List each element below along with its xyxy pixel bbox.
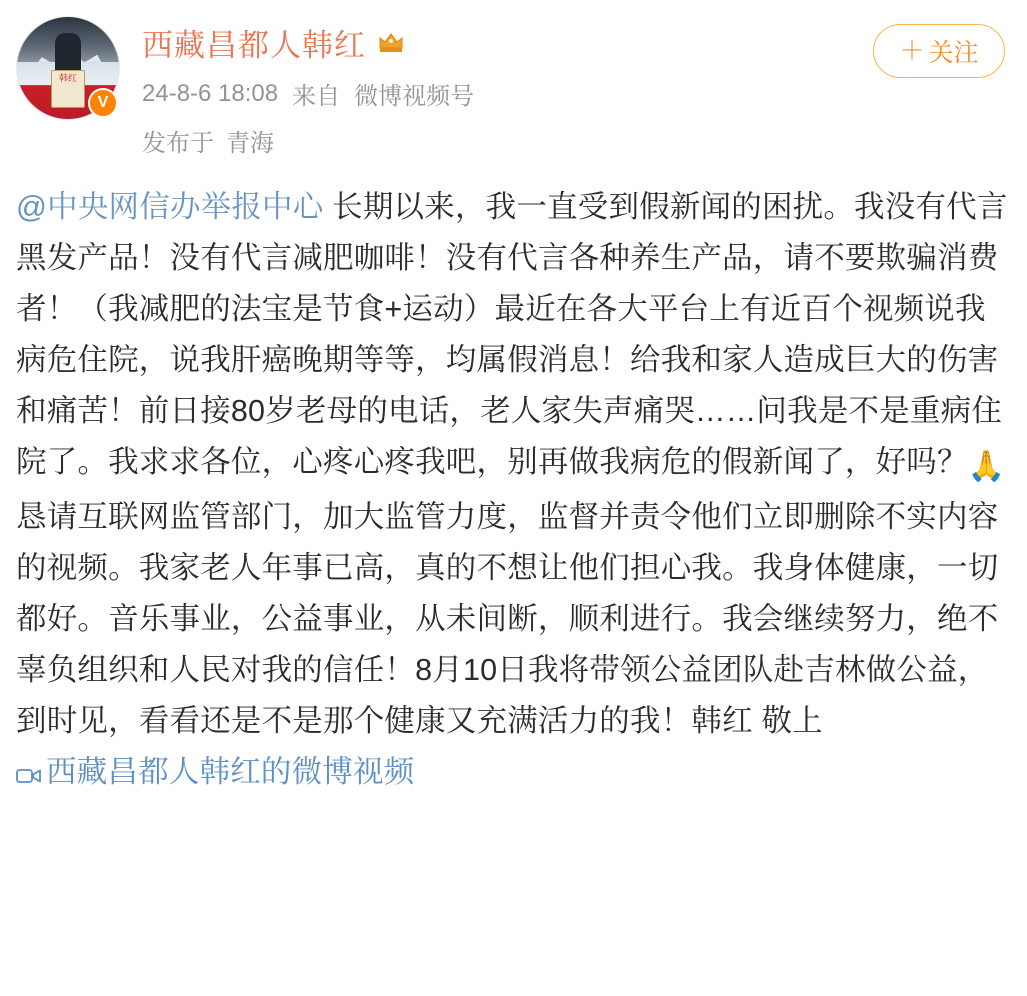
author-name[interactable]: 西藏昌都人韩红 (142, 27, 366, 63)
follow-button-label: 关注 (928, 39, 979, 67)
plus-icon: ＋ (899, 36, 925, 65)
post-body (16, 182, 1011, 801)
post-source-prefix: 来自 (292, 83, 341, 110)
praying-hands-emoji: 🙏 (967, 450, 1006, 483)
video-link[interactable] (16, 755, 414, 789)
post-meta (142, 76, 1011, 111)
post-text-part-2: 恳请互联网监管部门，加大监管力度，监督并责令他们立即删除不实内容的视频。我家老人年事已高，真的不想让他们担心我。我身体健康，一切都好。音乐事业，公益事业，从未间断，顺利进行。我会继续努力，绝不辜负组织和人民对我的信任！8月10日我将带领公益团队赴吉林做公益，到时见，看看还是不是那个健康又充满活力的我！韩红 敬上 (16, 500, 999, 738)
post-location: 青海 (226, 130, 274, 157)
post-text-part-1: 长期以来，我一直受到假新闻的困扰。我没有代言黑发产品！没有代言减肥咖啡！没有代言各种养生产品，请不要欺骗消费者！（我减肥的法宝是节食+运动）最近在各大平台上有近百个视频说我病危住院，说我肝癌晚期等等，均属假消息！给我和家人造成巨大的伤害和痛苦！前日接80岁老母的电话，老人家失声痛哭……问我是不是重病住院了。我求求各位，心疼心疼我吧，别再做我病危的假新闻了，好吗？ (16, 190, 1008, 479)
avatar[interactable] (16, 16, 120, 120)
avatar-banner: 韩红 (51, 70, 85, 108)
video-camera-icon (16, 750, 42, 801)
crown-icon (376, 27, 406, 57)
video-link-label: 西藏昌都人韩红的微博视频 (46, 755, 415, 789)
post-header (16, 14, 1011, 166)
post-source[interactable]: 微博视频号 (354, 83, 475, 110)
post-location-prefix: 发布于 (142, 130, 214, 157)
post-location-row (142, 123, 1011, 158)
verified-v-icon: V (88, 88, 118, 118)
follow-button[interactable] (873, 24, 1005, 78)
mention-link[interactable]: @中央网信办举报中心 (16, 190, 324, 224)
post-timestamp: 24-8-6 18:08 (142, 79, 279, 107)
